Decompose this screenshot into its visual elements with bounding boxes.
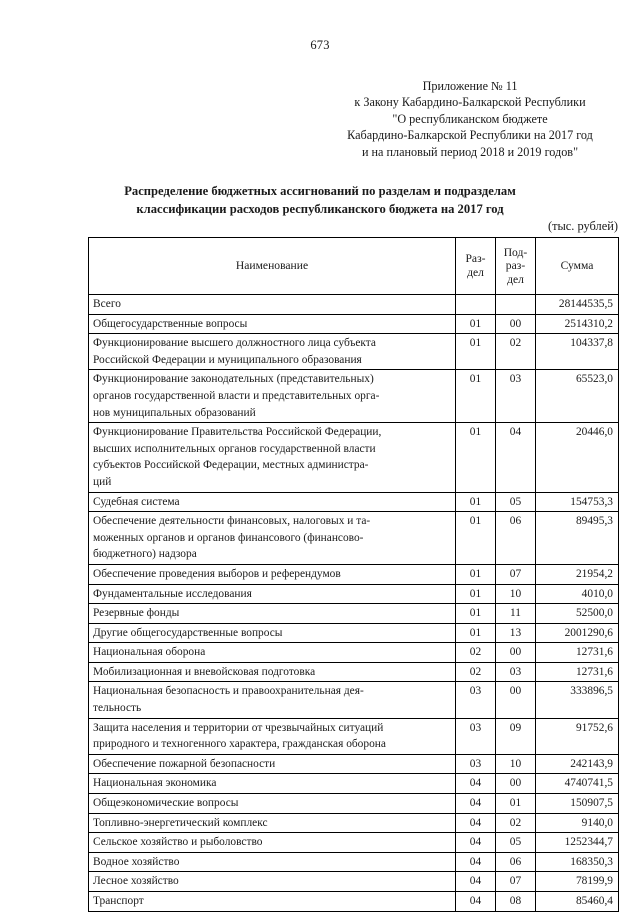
page-title-line: Распределение бюджетных ассигнований по разделам и подразделам [124,184,516,198]
table-row [89,682,619,718]
cell-name-line: высших исполнительных органов государственной власти [93,442,376,455]
cell-razdel: 04 [456,833,496,853]
cell-name-line: Судебная система [93,495,180,508]
cell-podrazdel: 03 [496,370,536,423]
cell-name-line: тельность [93,702,142,715]
cell-podrazdel: 10 [496,584,536,604]
cell-summa: 168350,3 [536,852,619,872]
table-row [89,643,619,663]
cell-podrazdel: 04 [496,423,536,492]
table-row [89,295,619,315]
cell-name-line: Другие общегосударственные вопросы [93,626,283,639]
cell-podrazdel: 00 [496,314,536,334]
cell-name [89,314,456,334]
cell-razdel: 04 [456,794,496,814]
cell-summa: 2001290,6 [536,623,619,643]
table-row [89,718,619,754]
page-number: 673 [310,38,330,52]
table-row [89,334,619,370]
table-row [89,872,619,892]
cell-summa: 154753,3 [536,492,619,512]
cell-name-line: Обеспечение деятельности финансовых, налоговых и та- [93,515,371,528]
cell-name-line: Водное хозяйство [93,855,180,868]
cell-razdel: 01 [456,584,496,604]
cell-podrazdel: 11 [496,604,536,624]
cell-name-line: Общеэкономические вопросы [93,797,239,810]
cell-summa: 12731,6 [536,662,619,682]
cell-podrazdel: 06 [496,512,536,565]
cell-podrazdel [496,295,536,315]
cell-name-line: Транспорт [93,895,144,907]
cell-name-line: Сельское хозяйство и рыболовство [93,836,263,849]
table-row [89,512,619,565]
appendix-line: и на плановый период 2018 и 2019 годов" [361,144,579,159]
cell-razdel: 03 [456,682,496,718]
cell-name [89,662,456,682]
table-row [89,794,619,814]
cell-name [89,334,456,370]
cell-name-line: Обеспечение пожарной безопасности [93,757,276,770]
cell-razdel: 04 [456,852,496,872]
cell-summa: 4010,0 [536,584,619,604]
table-row [89,662,619,682]
cell-summa: 65523,0 [536,370,619,423]
cell-podrazdel: 02 [496,334,536,370]
cell-summa: 242143,9 [536,754,619,774]
cell-name-line: Функционирование высшего должностного лица субъекта [93,337,376,350]
cell-podrazdel: 00 [496,643,536,663]
column-header-razdel-line: Раз- [465,252,486,266]
cell-name-line: нов муниципальных образований [93,406,256,419]
cell-summa: 150907,5 [536,794,619,814]
table-row [89,813,619,833]
cell-name [89,643,456,663]
table-header [89,238,619,295]
cell-summa: 21954,2 [536,564,619,584]
cell-name-line: Национальная экономика [93,777,217,790]
cell-razdel: 01 [456,564,496,584]
cell-summa: 104337,8 [536,334,619,370]
column-header-name: Наименование [89,238,456,295]
cell-razdel: 01 [456,423,496,492]
cell-podrazdel: 01 [496,794,536,814]
cell-name-line: Национальная оборона [93,646,206,659]
cell-name [89,774,456,794]
cell-podrazdel: 09 [496,718,536,754]
cell-podrazdel: 05 [496,492,536,512]
cell-name [89,794,456,814]
table-row [89,852,619,872]
cell-podrazdel: 03 [496,662,536,682]
cell-name-line: бюджетного) надзора [93,548,197,561]
column-header-podrazdel [496,238,536,295]
cell-name-line: Всего [93,298,121,310]
cell-podrazdel: 07 [496,872,536,892]
cell-name-line: Мобилизационная и вневойсковая подготовка [93,665,316,678]
table-row [89,564,619,584]
cell-summa: 20446,0 [536,423,619,492]
cell-razdel: 03 [456,718,496,754]
cell-podrazdel: 02 [496,813,536,833]
table-row [89,833,619,853]
table-row [89,623,619,643]
cell-razdel: 01 [456,512,496,565]
table-header-row [89,238,619,295]
cell-razdel: 02 [456,662,496,682]
cell-razdel: 03 [456,754,496,774]
page-title [70,183,570,218]
table-row [89,584,619,604]
cell-razdel: 01 [456,492,496,512]
cell-name-line: субъектов Российской Федерации, местных администра- [93,459,369,472]
column-header-podrazdel-line: Под- [503,245,528,259]
cell-name-line: Резервные фонды [93,607,180,620]
cell-name [89,584,456,604]
cell-razdel [456,295,496,315]
cell-name [89,564,456,584]
table-body [89,295,619,912]
cell-name-line: Национальная безопасность и правоохранительная дея- [93,685,364,698]
appendix-reference-block [318,78,622,160]
appendix-line: Приложение № 11 [422,79,518,93]
cell-name-line: Российской Федерации и муниципального образования [93,353,362,366]
cell-summa: 85460,4 [536,892,619,912]
cell-podrazdel: 00 [496,682,536,718]
cell-razdel: 01 [456,334,496,370]
cell-name [89,623,456,643]
cell-podrazdel: 13 [496,623,536,643]
cell-razdel: 01 [456,623,496,643]
units-note: (тыс. рублей) [547,219,618,233]
table-row [89,604,619,624]
column-header-podrazdel-line: дел [507,272,524,286]
cell-name-line: ций [93,475,112,488]
table-row [89,370,619,423]
cell-name-line: Фундаментальные исследования [93,587,252,600]
cell-name [89,512,456,565]
cell-name-line: органов государственной власти и представительных орга- [93,389,380,402]
cell-name-line: Функционирование законодательных (представительных) [93,373,374,386]
cell-summa: 1252344,7 [536,833,619,853]
cell-summa: 52500,0 [536,604,619,624]
appendix-line: Кабардино-Балкарской Республики на 2017 год [347,128,593,143]
cell-podrazdel: 06 [496,852,536,872]
cell-razdel: 01 [456,370,496,423]
cell-podrazdel: 05 [496,833,536,853]
column-header-podrazdel-line: раз- [505,259,526,273]
cell-name [89,718,456,754]
cell-name [89,754,456,774]
cell-podrazdel: 07 [496,564,536,584]
cell-name-line: моженных органов и органов финансового (финансово- [93,531,364,544]
cell-summa: 78199,9 [536,872,619,892]
appendix-line: "О республиканском бюджете [392,111,548,126]
cell-name [89,423,456,492]
cell-summa: 9140,0 [536,813,619,833]
cell-summa: 28144535,5 [536,295,619,315]
table-row [89,774,619,794]
cell-name [89,872,456,892]
table-row [89,492,619,512]
column-header-summa: Сумма [536,238,619,295]
cell-razdel: 04 [456,872,496,892]
appendix-line: к Закону Кабардино-Балкарской Республики [354,95,586,110]
cell-podrazdel: 10 [496,754,536,774]
cell-name-line: Защита населения и территории от чрезвычайных ситуаций [93,721,384,734]
cell-summa: 333896,5 [536,682,619,718]
table-row [89,754,619,774]
cell-podrazdel: 00 [496,774,536,794]
cell-podrazdel: 08 [496,892,536,912]
cell-razdel: 02 [456,643,496,663]
cell-name [89,492,456,512]
cell-name-line: Функционирование Правительства Российской Федерации, [93,426,382,439]
table-row [89,892,619,912]
cell-name [89,892,456,912]
cell-razdel: 01 [456,314,496,334]
cell-name [89,604,456,624]
cell-name-line: Общегосударственные вопросы [93,317,248,330]
cell-name [89,682,456,718]
cell-summa: 4740741,5 [536,774,619,794]
cell-summa: 89495,3 [536,512,619,565]
cell-name [89,813,456,833]
cell-name-line: Обеспечение проведения выборов и референдумов [93,567,341,580]
cell-razdel: 04 [456,774,496,794]
cell-name-line: природного и техногенного характера, гражданская оборона [93,738,386,751]
column-header-razdel [456,238,496,295]
cell-name-line: Лесное хозяйство [93,875,179,888]
page-title-line: классификации расходов республиканского бюджета на 2017 год [136,201,504,216]
table-row [89,314,619,334]
cell-name [89,295,456,315]
budget-allocation-table [88,237,619,912]
cell-razdel: 04 [456,892,496,912]
cell-summa: 2514310,2 [536,314,619,334]
cell-name [89,370,456,423]
cell-razdel: 01 [456,604,496,624]
table-row [89,423,619,492]
cell-name [89,852,456,872]
cell-name [89,833,456,853]
column-header-razdel-line: дел [467,266,484,279]
cell-razdel: 04 [456,813,496,833]
cell-summa: 12731,6 [536,643,619,663]
cell-summa: 91752,6 [536,718,619,754]
cell-name-line: Топливно-энергетический комплекс [93,816,268,829]
